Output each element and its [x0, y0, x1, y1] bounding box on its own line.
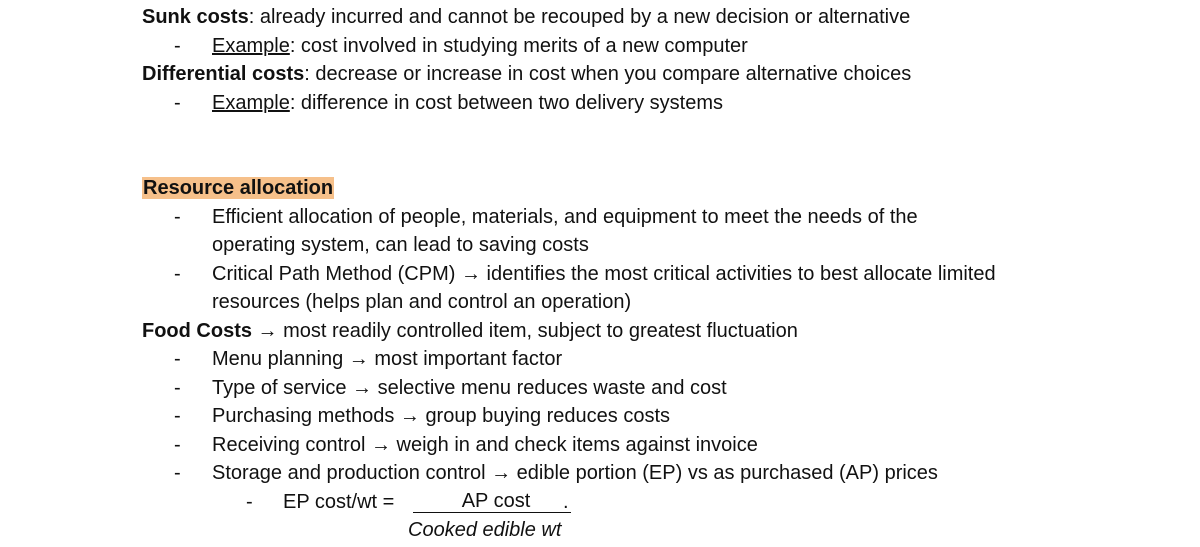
- bullet-dash: -: [174, 35, 181, 57]
- example-text: : difference in cost between two delivery systems: [289, 92, 723, 114]
- sunk-costs-example: [212, 32, 748, 60]
- food-bullet-receiving-control: Receiving control → weigh in and check items against invoice: [212, 434, 758, 456]
- formula-numerator-text: AP cost: [461, 490, 531, 512]
- food-bullet-type-of-service: Type of service → selective menu reduces waste and cost: [212, 377, 727, 399]
- bullet-dash: -: [174, 206, 181, 228]
- food-costs-line: [142, 317, 798, 345]
- sunk-costs-line: [142, 3, 910, 31]
- bullet-dash: -: [174, 348, 181, 370]
- bullet-dash: -: [174, 405, 181, 427]
- food-bullet-storage-production: Storage and production control → edible portion (EP) vs as purchased (AP) prices: [212, 462, 938, 484]
- resource-allocation-heading-line: [142, 174, 334, 202]
- formula-lhs: EP cost/wt =: [283, 491, 395, 513]
- food-bullet-menu-planning: Menu planning → most important factor: [212, 348, 563, 370]
- formula-dot: .: [563, 491, 569, 513]
- bullet-dash: -: [174, 434, 181, 456]
- example-label: Example: [212, 92, 290, 114]
- bullet-dash: -: [174, 92, 181, 114]
- differential-costs-term: Differential costs: [142, 63, 305, 85]
- bullet-dash: -: [174, 462, 181, 484]
- food-costs-definition: → most readily controlled item, subject to greatest fluctuation: [252, 320, 798, 342]
- formula-numerator: [413, 490, 571, 513]
- resource-bullet-2-line-1: Critical Path Method (CPM) → identifies the most critical activities to best allocate limited: [212, 263, 996, 285]
- example-text: : cost involved in studying merits of a new computer: [289, 35, 748, 57]
- resource-allocation-heading: Resource allocation: [143, 177, 334, 199]
- food-costs-term: Food Costs: [142, 320, 252, 342]
- bullet-dash: -: [174, 263, 181, 285]
- bullet-dash: -: [246, 491, 253, 513]
- formula-denominator: Cooked edible wt: [408, 519, 562, 541]
- resource-bullet-1-line-1: Efficient allocation of people, materials, and equipment to meet the needs of the: [212, 206, 918, 228]
- food-bullet-purchasing-methods: Purchasing methods → group buying reduces costs: [212, 405, 671, 427]
- sunk-costs-term: Sunk costs: [142, 6, 249, 28]
- bullet-dash: -: [174, 377, 181, 399]
- resource-bullet-2-line-2: resources (helps plan and control an operation): [212, 291, 632, 313]
- differential-costs-example: [212, 89, 723, 117]
- resource-bullet-1-line-2: operating system, can lead to saving costs: [212, 234, 589, 256]
- differential-costs-definition: : decrease or increase in cost when you compare alternative choices: [304, 63, 912, 85]
- example-label: Example: [212, 35, 290, 57]
- sunk-costs-definition: : already incurred and cannot be recouped by a new decision or alternative: [248, 6, 911, 28]
- differential-costs-line: [142, 60, 911, 88]
